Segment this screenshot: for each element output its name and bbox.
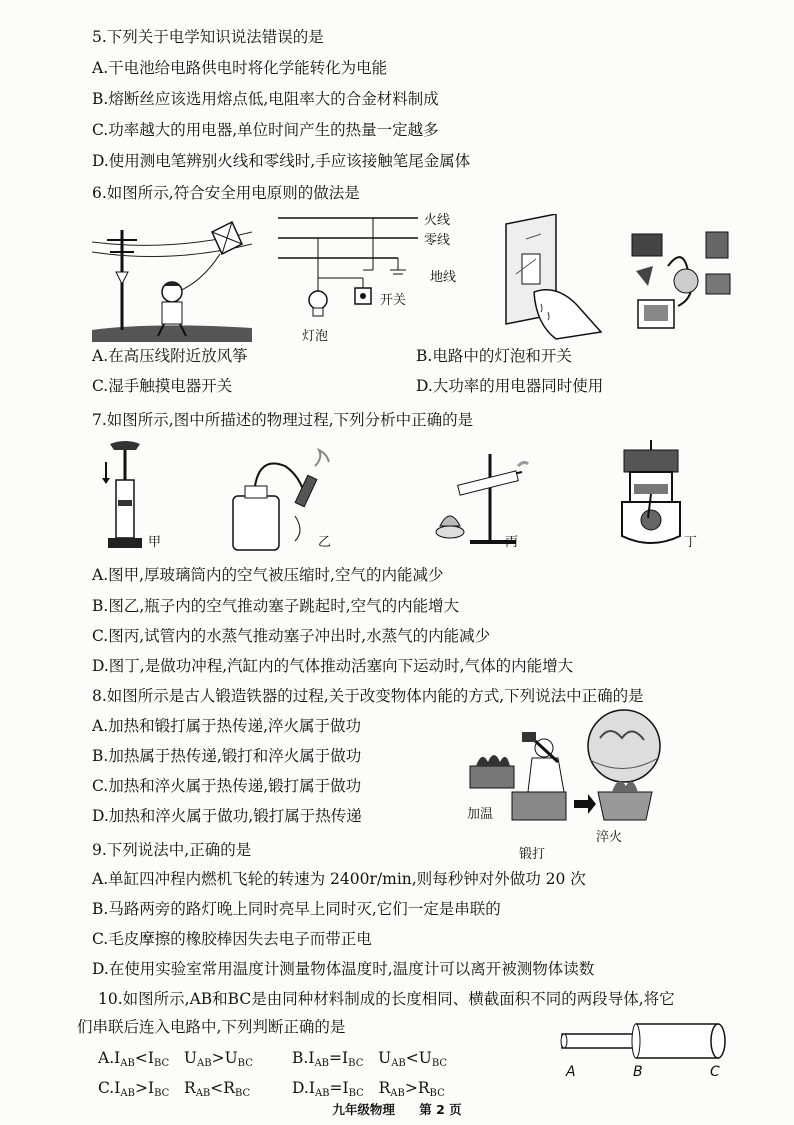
q10-stem-line2: 们串联后连入电路中,下列判断正确的是 bbox=[77, 1018, 346, 1036]
q7-option-d: D.图丁,是做功冲程,汽缸内的气体推动活塞向下运动时,气体的内能增大 bbox=[92, 657, 574, 675]
q6-option-c: C.湿手触摸电器开关 bbox=[92, 377, 233, 395]
point-c-label: C bbox=[710, 1064, 720, 1080]
q9-option-a: A.单缸四冲程内燃机飞轮的转速为 2400r/min,则每秒钟对外做功 20 次 bbox=[92, 870, 586, 888]
q6-option-d: D.大功率的用电器同时使用 bbox=[416, 377, 604, 395]
footer-subject: 九年级物理 bbox=[332, 1102, 395, 1117]
point-a-label: A bbox=[566, 1064, 576, 1080]
figure-jia-label: 甲 bbox=[148, 535, 162, 550]
figure-yi-label: 乙 bbox=[318, 535, 332, 550]
q10-stem-line1: 10.如图所示,AB和BC是由同种材料制成的长度相同、横截面积不同的两段导体,将它 bbox=[98, 990, 675, 1008]
figure-ding-label: 丁 bbox=[684, 535, 698, 550]
q9-option-c: C.毛皮摩擦的橡胶棒因失去电子而带正电 bbox=[92, 930, 372, 948]
q5-option-a: A.干电池给电路供电时将化学能转化为电能 bbox=[92, 59, 388, 77]
q8-option-c: C.加热和淬火属于热传递,锻打属于做功 bbox=[92, 777, 362, 795]
switch-label: 开关 bbox=[380, 293, 407, 308]
overloaded-socket-figure bbox=[628, 226, 738, 336]
q6-option-a: A.在高压线附近放风筝 bbox=[92, 347, 248, 365]
q8-option-a: A.加热和锻打属于热传递,淬火属于做功 bbox=[92, 717, 362, 735]
option-letter: A. bbox=[98, 1049, 115, 1067]
forging-label: 锻打 bbox=[519, 847, 546, 862]
q7-option-c: C.图丙,试管内的水蒸气推动塞子冲出时,水蒸气的内能减少 bbox=[92, 627, 491, 645]
q7-option-b: B.图乙,瓶子内的空气推动塞子跳起时,空气的内能增大 bbox=[92, 597, 460, 615]
heating-label: 加温 bbox=[467, 807, 494, 822]
q5-option-b: B.熔断丝应该选用熔点低,电阻率大的合金材料制成 bbox=[92, 90, 439, 108]
q8-option-b: B.加热属于热传递,锻打和淬火属于做功 bbox=[92, 747, 362, 765]
fire-wire-label: 火线 bbox=[424, 213, 451, 228]
kite-near-power-line-figure bbox=[92, 212, 252, 342]
q6-option-b: B.电路中的灯泡和开关 bbox=[416, 347, 572, 365]
q5-option-d: D.使用测电笔辨别火线和零线时,手应该接触笔尾金属体 bbox=[92, 152, 471, 170]
quenching-label: 淬火 bbox=[596, 830, 623, 845]
q7-option-a: A.图甲,厚玻璃筒内的空气被压缩时,空气的内能减少 bbox=[92, 566, 444, 584]
q8-option-d: D.加热和淬火属于做功,锻打属于热传递 bbox=[92, 807, 362, 825]
bulb-switch-circuit-figure bbox=[278, 208, 418, 340]
q10-option-d: $D.I_{AB}=I_{BC}$ $R_{AB}>R_{BC}$ bbox=[292, 1079, 445, 1099]
wet-hand-switch-figure bbox=[486, 214, 606, 342]
q9-option-d: D.在使用实验室常用温度计测量物体温度时,温度计可以离开被测物体读数 bbox=[92, 960, 595, 978]
neutral-wire-label: 零线 bbox=[424, 233, 451, 248]
engine-cylinder-figure bbox=[618, 440, 684, 546]
q7-stem: 7.如图所示,图中所描述的物理过程,下列分析中正确的是 bbox=[92, 411, 474, 429]
glass-cylinder-compression-figure bbox=[100, 440, 150, 552]
page-footer bbox=[0, 1100, 794, 1118]
q10-option-c: $C.I_{AB}>I_{BC}$ $R_{AB}<R_{BC}$ bbox=[98, 1079, 251, 1099]
q10-option-a: $A.I_{AB}<I_{BC}$ $U_{AB}>U_{BC}$ bbox=[98, 1049, 253, 1069]
point-b-label: B bbox=[633, 1064, 643, 1080]
q5-stem: 5.下列关于电学知识说法错误的是 bbox=[92, 28, 324, 46]
bulb-label: 灯泡 bbox=[302, 329, 329, 344]
q9-option-b: B.马路两旁的路灯晚上同时亮早上同时灭,它们一定是串联的 bbox=[92, 900, 501, 918]
ground-wire-label: 地线 bbox=[430, 270, 457, 285]
figure-bing-label: 丙 bbox=[505, 535, 519, 550]
footer-page-number: 第 2 页 bbox=[419, 1102, 462, 1117]
q9-stem: 9.下列说法中,正确的是 bbox=[92, 841, 252, 859]
q10-option-b: $B.I_{AB}=I_{BC}$ $U_{AB}<U_{BC}$ bbox=[292, 1049, 448, 1069]
q5-option-c: C.功率越大的用电器,单位时间产生的热量一定越多 bbox=[92, 121, 439, 139]
q6-stem: 6.如图所示,符合安全用电原则的做法是 bbox=[92, 184, 360, 202]
q8-stem: 8.如图所示是古人锻造铁器的过程,关于改变物体内能的方式,下列说法中正确的是 bbox=[92, 687, 644, 705]
two-conductor-figure bbox=[560, 1018, 730, 1064]
